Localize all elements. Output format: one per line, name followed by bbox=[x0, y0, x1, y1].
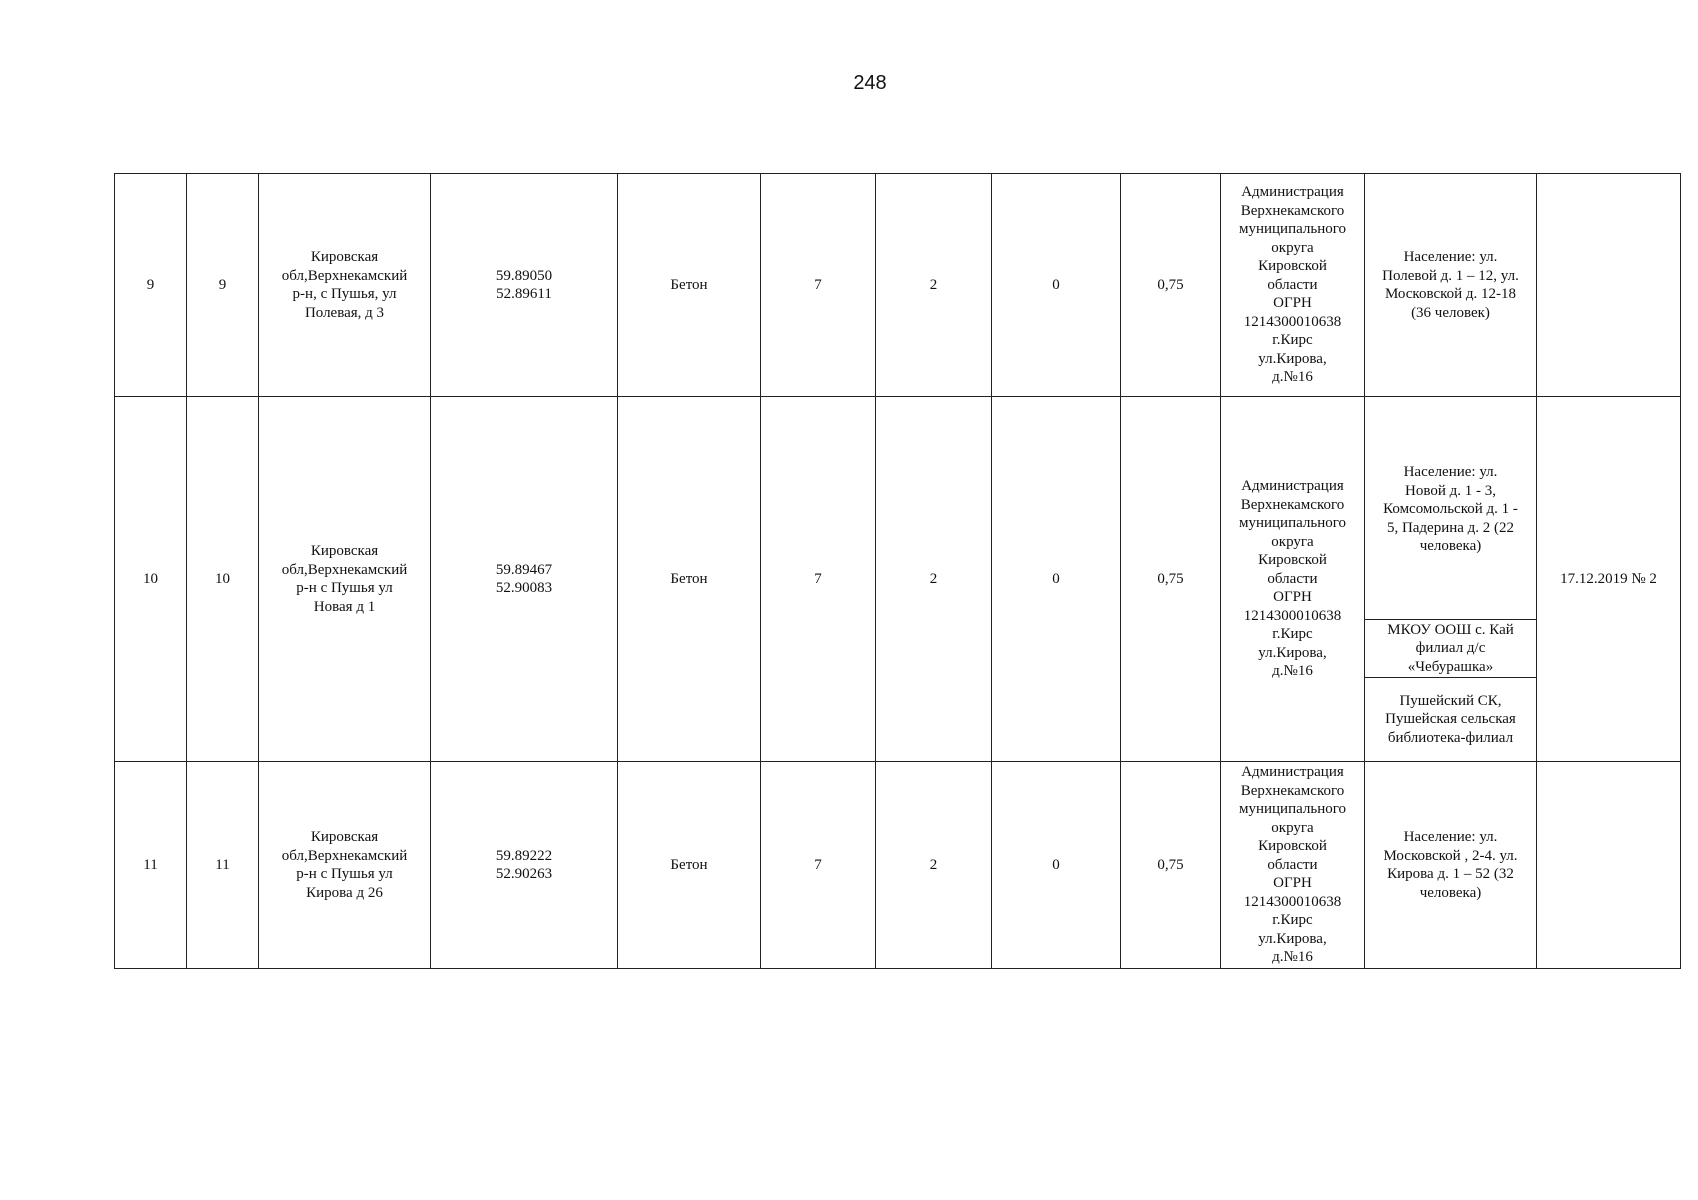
table-row bbox=[115, 397, 1681, 620]
planned-count-cell: 0 bbox=[992, 174, 1121, 397]
waste-source-cell: Население: ул. Новой д. 1 - 3, Комсомольской д. 1 - 5, Падерина д. 2 (22 человека) bbox=[1365, 397, 1537, 620]
surface-cell: Бетон bbox=[618, 762, 761, 969]
registry-table bbox=[114, 173, 1681, 969]
planned-count-cell: 0 bbox=[992, 762, 1121, 969]
volume-cell: 0,75 bbox=[1121, 762, 1221, 969]
waste-source-cell: Население: ул. Московской , 2-4. ул. Кирова д. 1 – 52 (32 человека) bbox=[1365, 762, 1537, 969]
owner-cell: Администрация Верхнекамского муниципального округа Кировской области ОГРН 1214300010638 г.Кирс ул.Кирова, д.№16 bbox=[1221, 174, 1365, 397]
owner-cell: Администрация Верхнекамского муниципального округа Кировской области ОГРН 1214300010638 г.Кирс ул.Кирова, д.№16 bbox=[1221, 397, 1365, 762]
coordinates-cell: 59.89222 52.90263 bbox=[431, 762, 618, 969]
waste-source-cell: МКОУ ООШ с. Кай филиал д/с «Чебурашка» bbox=[1365, 620, 1537, 678]
table-row bbox=[115, 174, 1681, 397]
page-number: 248 bbox=[853, 72, 887, 94]
count-cell: 2 bbox=[876, 397, 992, 762]
volume-cell: 0,75 bbox=[1121, 397, 1221, 762]
row-number-cell: 11 bbox=[115, 762, 187, 969]
address-cell: Кировская обл,Верхнекамский р-н с Пушья ул Новая д 1 bbox=[259, 397, 431, 762]
address-cell: Кировская обл,Верхнекамский р-н, с Пушья, ул Полевая, д 3 bbox=[259, 174, 431, 397]
waste-source-cell: Население: ул. Полевой д. 1 – 12, ул. Московской д. 12-18 (36 человек) bbox=[1365, 174, 1537, 397]
owner-cell: Администрация Верхнекамского муниципального округа Кировской области ОГРН 1214300010638 г.Кирс ул.Кирова, д.№16 bbox=[1221, 762, 1365, 969]
count-cell: 2 bbox=[876, 174, 992, 397]
site-number-cell: 10 bbox=[187, 397, 259, 762]
planned-count-cell: 0 bbox=[992, 397, 1121, 762]
area-cell: 7 bbox=[761, 397, 876, 762]
decision-date-cell: 17.12.2019 № 2 bbox=[1537, 397, 1681, 762]
table-row bbox=[115, 762, 1681, 969]
coordinates-cell: 59.89467 52.90083 bbox=[431, 397, 618, 762]
address-cell: Кировская обл,Верхнекамский р-н с Пушья ул Кирова д 26 bbox=[259, 762, 431, 969]
surface-cell: Бетон bbox=[618, 397, 761, 762]
area-cell: 7 bbox=[761, 174, 876, 397]
area-cell: 7 bbox=[761, 762, 876, 969]
waste-source-cell: Пушейский СК, Пушейская сельская библиотека-филиал bbox=[1365, 678, 1537, 762]
count-cell: 2 bbox=[876, 762, 992, 969]
coordinates-cell: 59.89050 52.89611 bbox=[431, 174, 618, 397]
row-number-cell: 9 bbox=[115, 174, 187, 397]
site-number-cell: 9 bbox=[187, 174, 259, 397]
surface-cell: Бетон bbox=[618, 174, 761, 397]
volume-cell: 0,75 bbox=[1121, 174, 1221, 397]
decision-date-cell bbox=[1537, 174, 1681, 397]
site-number-cell: 11 bbox=[187, 762, 259, 969]
decision-date-cell bbox=[1537, 762, 1681, 969]
row-number-cell: 10 bbox=[115, 397, 187, 762]
